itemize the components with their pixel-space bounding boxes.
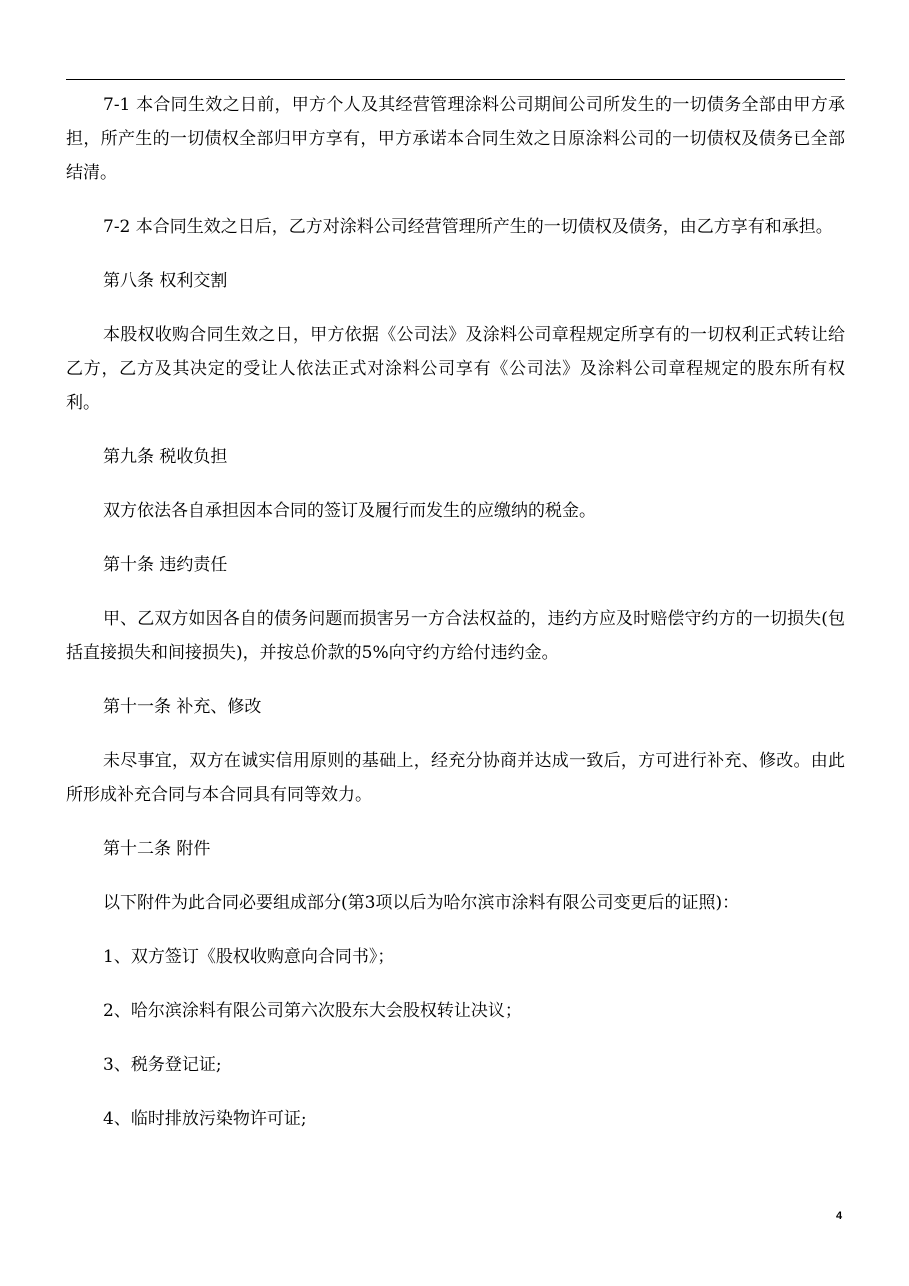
attachment-item-1: 1、双方签订《股权收购意向合同书》； <box>103 947 395 967</box>
page-number: 4 <box>836 1210 843 1222</box>
attachment-item-4: 4、临时排放污染物许可证; <box>103 1109 307 1129</box>
header-rule <box>66 79 845 80</box>
article-12-heading: 第十二条 附件 <box>103 839 211 859</box>
article-11-body: 未尽事宜，双方在诚实信用原则的基础上，经充分协商并达成一致后，方可进行补充、修改。由此所形成补充合同与本合同具有同等效力。 <box>66 751 845 805</box>
paragraph-7-1: 7-1 本合同生效之日前，甲方个人及其经营管理涂料公司期间公司所发生的一切债务全部由甲方承担，所产生的一切债权全部归甲方享有，甲方承诺本合同生效之日原涂料公司的一切债权及债务已全部结清。 <box>66 95 845 183</box>
document-body <box>66 88 845 1156</box>
article-8-heading: 第八条 权利交割 <box>103 271 228 291</box>
article-10-heading: 第十条 违约责任 <box>103 555 228 575</box>
attachment-item-3: 3、税务登记证; <box>103 1055 222 1075</box>
attachment-item-2: 2、哈尔滨涂料有限公司第六次股东大会股权转让决议； <box>103 1001 522 1021</box>
article-8-body: 本股权收购合同生效之日，甲方依据《公司法》及涂料公司章程规定所享有的一切权利正式转让给乙方，乙方及其决定的受让人依法正式对涂料公司享有《公司法》及涂料公司章程规定的股东所有权利。 <box>66 325 845 413</box>
article-12-body: 以下附件为此合同必要组成部分(第3项以后为哈尔滨市涂料有限公司变更后的证照)： <box>103 893 740 913</box>
article-9-body: 双方依法各自承担因本合同的签订及履行而发生的应缴纳的税金。 <box>103 501 596 521</box>
article-10-body: 甲、乙双方如因各自的债务问题而损害另一方合法权益的，违约方应及时赔偿守约方的一切损失(包括直接损失和间接损失)，并按总价款的5%向守约方给付违约金。 <box>66 609 845 663</box>
paragraph-7-2: 7-2 本合同生效之日后，乙方对涂料公司经营管理所产生的一切债权及债务，由乙方享有和承担。 <box>103 217 833 237</box>
article-9-heading: 第九条 税收负担 <box>103 447 228 467</box>
article-11-heading: 第十一条 补充、修改 <box>103 697 262 717</box>
